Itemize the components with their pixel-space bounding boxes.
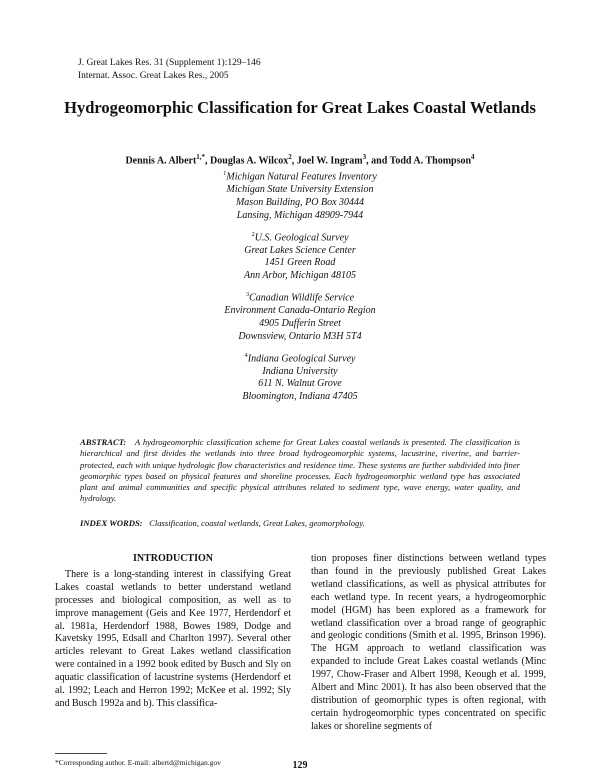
author-name: Dennis A. Albert bbox=[125, 155, 197, 167]
journal-line-2: Internat. Assoc. Great Lakes Res., 2005 bbox=[78, 71, 229, 81]
journal-citation bbox=[78, 57, 261, 83]
affiliations bbox=[160, 168, 440, 410]
abstract-label: ABSTRACT: bbox=[80, 437, 127, 447]
author-name: Douglas A. Wilcox bbox=[210, 155, 289, 167]
footnote: *Corresponding author. E-mail: albertd@michigan.gov bbox=[55, 758, 221, 767]
affiliation-4: $^4$Indiana Geological Survey Indiana University 611 N. Walnut Grove Bloomington, Indiana 47405 bbox=[242, 351, 358, 403]
author-name: Joel W. Ingram bbox=[296, 155, 363, 167]
paper-title: Hydrogeomorphic Classification for Great Lakes Coastal Wetlands bbox=[64, 98, 536, 117]
column-right bbox=[311, 553, 546, 734]
column-left bbox=[55, 553, 291, 711]
author-list: Dennis A. Albert$^{1,*}$, Douglas A. Wilcox$^2$, Joel W. Ingram$^3$, and Todd A. Thompson$^4$ bbox=[125, 153, 475, 167]
section-heading: INTRODUCTION bbox=[132, 553, 213, 564]
index-words-text: Classification, coastal wetlands, Great Lakes, geomorphology. bbox=[149, 518, 365, 528]
author-superscript: 3 bbox=[362, 153, 367, 161]
abstract-text: A hydrogeomorphic classification scheme for Great Lakes coastal wetlands is presented. The classification is hierarchical and first divides the wetlands into three broad hydrogeomorphic systems, lacustrine, riverine, and barrier-protected, each with unique hydrologic flow characteristics and residence time. These systems are further subdivided into finer geomorphic types based on physical features and shoreline processes. Each hydrogeomorphic wetland type has associated plant and animal communities and specific physical attributes related to sediment type, wave energy, water quality, and hydrology. bbox=[80, 437, 520, 504]
affiliation-3: $^3$Canadian Wildlife Service Environment Canada-Ontario Region 4905 Dufferin Street Downsview, Ontario M3H 5T4 bbox=[224, 291, 376, 342]
affiliation-1: $^1$Michigan Natural Features Inventory Michigan State University Extension Mason Building, PO Box 30444 Lansing, Michigan 48909-7944 bbox=[223, 170, 377, 221]
journal-line-1: J. Great Lakes Res. 31 (Supplement 1):129–146 bbox=[78, 58, 261, 68]
page-number: 129 bbox=[292, 760, 308, 771]
author-superscript: 4 bbox=[471, 153, 475, 161]
index-words bbox=[80, 518, 520, 529]
index-words-label: INDEX WORDS: bbox=[80, 518, 143, 528]
intro-paragraph-right: tion proposes finer distinctions between wetland types than found in the previously published Great Lakes wetland classifications, as well as physical attributes for each wetland type. In recent years, a hydrogeomorphic model (HGM) has been explored as a framework for wetland classification over a broad range of geographic and geologic conditions (Smith et al. 1995, Brinson 1996). The HGM approach to wetland classification was expanded to include Great Lakes coastal wetlands (Minc 1997, Chow-Fraser and Albert 1998, Keough et al. 1999, Albert and Minc 2001). It has also been observed that the distribution of geomorphic types is often regional, with certain hydrogeomorphic types concentrated on specific lakes or shoreline segments of bbox=[311, 553, 546, 732]
abstract bbox=[80, 437, 520, 505]
intro-paragraph-left: There is a long-standing interest in classifying Great Lakes coastal wetlands to better understand wetland processes and biological composition, as well as to improve management (Geis and Kee 1977, Herdendorf et al. 1981a, Herdendorf 1988, Bowes 1989, Dodge and Kavetsky 1995, Edsall and Charlton 1997). Several other articles relevant to Great Lakes wetland classification were contained in a 1992 book edited by Busch and Sly on aquatic classification of lacustrine systems (Herdendorf et al. 1992; Leach and Herron 1992; McKee et al. 1992; Sly and Busch 1992a and b). This classifica- bbox=[55, 568, 291, 709]
author-superscript: 2 bbox=[288, 153, 292, 161]
affiliation-2: $^2$U.S. Geological Survey Great Lakes Science Center 1451 Green Road Ann Arbor, Michigan 48105 bbox=[243, 230, 357, 282]
author-superscript: 1,* bbox=[196, 153, 206, 161]
author-name: Todd A. Thompson bbox=[389, 155, 472, 167]
footnote-divider bbox=[55, 753, 107, 754]
